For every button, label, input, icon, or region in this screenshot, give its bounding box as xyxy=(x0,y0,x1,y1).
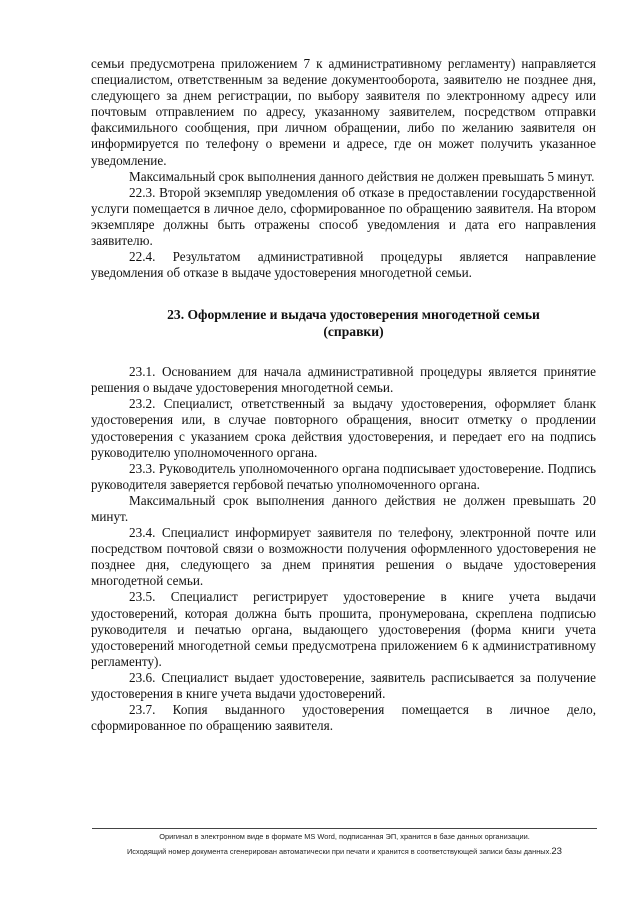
paragraph: 23.3. Руководитель уполномоченного органа подписывает удостоверение. Подпись руководителя заверяется гербовой печатью уполномоченного органа. xyxy=(91,460,596,492)
paragraph: 22.4. Результатом административной процедуры является направление уведомления об отказе в выдаче удостоверения многодетной семьи. xyxy=(91,249,596,281)
paragraph: семьи предусмотрена приложением 7 к административному регламенту) направляется специалистом, ответственным за ведение документооборота, заявителю не позднее дня, следующего за днем регистрации, по выбору заявителя по электронному адресу или почтовым отправлением по адресу, указанному заявителем, посредством отправки факсимильного сообщения, при личном обращении, либо по желанию заявителя он информируется по телефону о времени и адресе, где он может получить указанное уведомление. xyxy=(91,56,596,168)
footer-line-2-text: Исходящий номер документа сгенерирован автоматически при печати и хранится в соответствующей записи базы данных. xyxy=(126,847,552,856)
paragraph: 22.3. Второй экземпляр уведомления об отказе в предоставлении государственной услуги помещается в личное дело, сформированное по обращению заявителя. На втором экземпляре должны быть отражены способ уведомления и дата его направления заявителю. xyxy=(91,184,596,249)
page-number: 23 xyxy=(551,846,563,857)
section-heading xyxy=(91,307,596,340)
paragraph: 23.5. Специалист регистрирует удостоверение в книге учета выдачи удостоверений, которая должна быть прошита, пронумерована, скреплена подписью руководителя и печатью органа, выдающего удостоверения (форма книги учета удостоверений многодетной семьи предусмотрена приложением 6 к административному регламенту). xyxy=(91,589,596,669)
footer-line-1: Оригинал в электронном виде в формате MS Word, подписанная ЭП, хранится в базе данных организации. xyxy=(159,832,530,841)
paragraph: 23.6. Специалист выдает удостоверение, заявитель расписывается за получение удостоверения в книге учета выдачи удостоверений. xyxy=(91,669,596,701)
paragraphs-section-23 xyxy=(91,364,596,734)
footer-divider xyxy=(92,828,597,829)
paragraphs-section-22 xyxy=(91,56,596,281)
paragraph: 23.2. Специалист, ответственный за выдачу удостоверения, оформляет бланк удостоверения или, в случае повторного обращения, вносит отметку о продлении удостоверения с указанием срока действия удостоверения, и передает его на подпись руководителю уполномоченного органа. xyxy=(91,396,596,460)
paragraph: 23.1. Основанием для начала административной процедуры является принятие решения о выдаче удостоверения многодетной семьи. xyxy=(91,364,596,396)
heading-line-2: (справки) xyxy=(323,323,384,339)
footer-line-2 xyxy=(92,846,597,857)
document-body xyxy=(91,56,596,734)
heading-line-1: 23. Оформление и выдача удостоверения многодетной семьи xyxy=(167,307,540,323)
paragraph: 23.7. Копия выданного удостоверения помещается в личное дело, сформированное по обращению заявителя. xyxy=(91,702,596,734)
paragraph: Максимальный срок выполнения данного действия не должен превышать 20 минут. xyxy=(91,492,596,524)
paragraph: Максимальный срок выполнения данного действия не должен превышать 5 минут. xyxy=(129,168,595,184)
paragraph: 23.4. Специалист информирует заявителя по телефону, электронной почте или посредством почтовой связи о возможности получения оформленного удостоверения не позднее дня, следующего за днем принятия решения о выдаче удостоверения многодетной семьи. xyxy=(91,525,596,589)
